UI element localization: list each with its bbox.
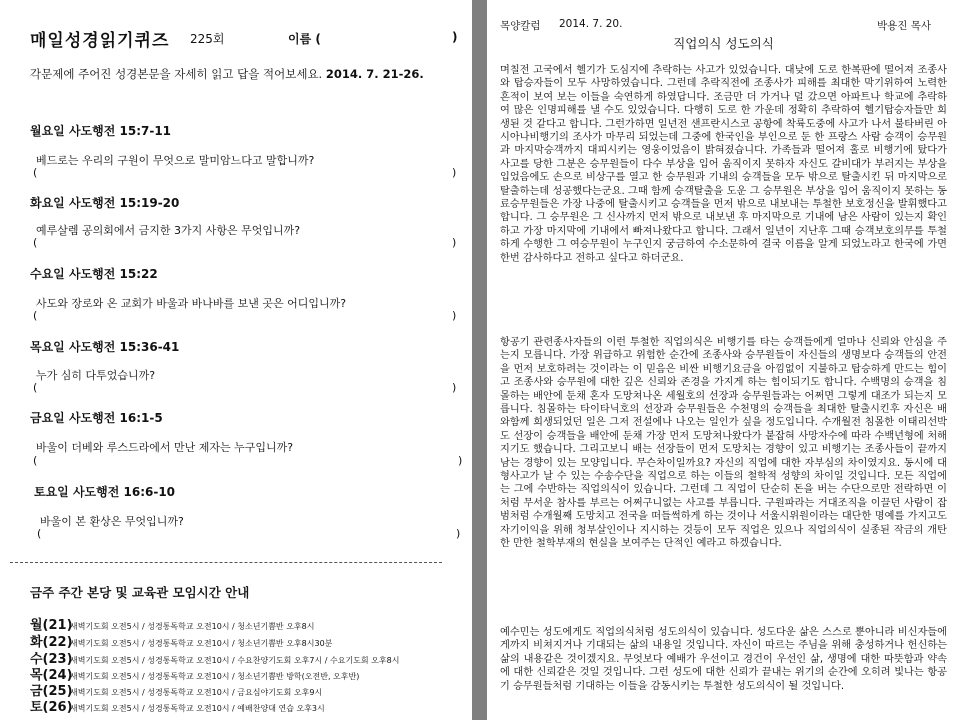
answer-open-fri: ( <box>33 454 38 467</box>
instruction-dates: 2014. 7. 21-26. <box>325 67 424 81</box>
section-divider <box>10 562 442 563</box>
question-mon: 베드로는 우리의 구원이 무엇으로 말미암느다고 말합니까? <box>36 154 315 167</box>
name-label: 이름 ( <box>288 32 321 46</box>
day-heading-tue: 화요일 사도행전 15:19-20 <box>30 196 180 210</box>
quiz-issue-number: 225회 <box>190 32 225 46</box>
schedule-title: 금주 주간 본당 및 교육관 모임시간 안내 <box>30 585 250 600</box>
schedule-text: 새벽기도회 오전5시 / 성경통독학교 오전10시 / 금요심야기도회 오후9시 <box>70 688 323 697</box>
schedule-text: 새벽기도회 오전5시 / 성경통독학교 오전10시 / 청소년기쁨반 오후8시30분 <box>70 639 333 648</box>
answer-open-mon: ( <box>33 166 38 179</box>
question-fri: 바울이 더베와 루스드라에서 만난 제자는 누구입니까? <box>36 441 294 454</box>
schedule-day: 토(26) <box>30 700 73 715</box>
schedule-day: 수(23) <box>30 652 73 667</box>
answer-close-wed: ) <box>452 309 457 322</box>
question-thu: 누가 심히 다투었습니까? <box>36 369 156 382</box>
schedule-day: 화(22) <box>30 635 73 650</box>
answer-open-sat: ( <box>37 527 42 540</box>
column-label: 목양칼럼 <box>500 20 541 32</box>
schedule-row <box>30 696 325 715</box>
answer-close-mon: ) <box>452 166 457 179</box>
answer-close-sat: ) <box>456 527 461 540</box>
schedule-text: 새벽기도회 오전5시 / 성경통독학교 오전10시 / 청소년기쁨반 방학(오전반, 오후반) <box>70 672 360 681</box>
instruction-text: 각문제에 주어진 성경본문을 자세히 읽고 답을 적어보세요. <box>30 67 323 81</box>
column-date: 2014. 7. 20. <box>559 18 623 30</box>
name-close-paren: ) <box>452 30 458 44</box>
quiz-page <box>0 0 472 720</box>
question-sat: 바울이 본 환상은 무엇입니까? <box>40 515 184 528</box>
question-tue: 예루살렘 공의회에서 금지한 3가지 사항은 무엇입니까? <box>36 224 301 237</box>
schedule-day: 목(24) <box>30 668 73 683</box>
quiz-instruction <box>30 66 424 82</box>
schedule-day: 금(25) <box>30 684 73 699</box>
column-paragraph: 예수민는 성도에게도 직업의식처럼 성도의식이 있습니다. 성도다운 삶은 스스로 뿐아니라 비신자들에게까지 비쳐지거나 기대되는 삶의 내용일 것입니다. 자신이 따르는 주님을 위해 충성하거나 헌신하는 삶의 내용같은 것이겠지요. 무엇보다 예배가 우선이고 경건이 우선인 삶, 생명에 대한 따뜻함과 약속에 대한 신뢰같은 것일 것입니다. 그런 성도에 대한 신뢰가 끝내는 위기의 순간에 오히려 빛나는 항공기 승무원들처럼 기대하는 이들을 감동시키는 투철한 성도의식이 될 것입니다. <box>500 627 947 692</box>
answer-open-wed: ( <box>33 309 38 322</box>
quiz-title: 매일성경읽기퀴즈 <box>30 31 170 51</box>
answer-close-thu: ) <box>452 381 457 394</box>
schedule-text: 새벽기도회 오전5시 / 성경통독학교 오전10시 / 수요찬양기도회 오후7시 / 수요기도회 오후8시 <box>70 656 400 665</box>
schedule-day: 월(21) <box>30 618 73 633</box>
day-heading-mon: 월요일 사도행전 15:7-11 <box>30 124 172 138</box>
answer-close-tue: ) <box>452 236 457 249</box>
answer-close-fri: ) <box>458 454 463 467</box>
answer-open-thu: ( <box>33 381 38 394</box>
column-page <box>487 0 960 720</box>
column-paragraph: 항공기 관련종사자들의 이런 투철한 직업의식은 비행기를 타는 승객들에게 얼마나 신뢰와 안심을 주는지 모릅니다. 가장 위급하고 위험한 순간에 조종사와 승무원들이 자신들의 생명보다 승객들의 안전을 먼저 보호하려는 것이라는 이 믿음은 비싼 비행기요금을 아낌없이 지불하고 탑승하게 만드는 힘이고 조종사와 승무원에 대한 깊은 신뢰와 존경을 가지게 하는 힘이되기도 합니다. 수백명의 승객을 침몰하는 배안에 둔채 혼자 도망쳐나온 세월호의 선장과 승무원들과는 어쩌면 그렇게 대조가 되는지 모릅니다. 침몰하는 타이타닉호의 선장과 승무원들은 수천명의 승객들을 최대한 탈출시킨후 자신은 배와함께 희생되었던 일은 그저 전설에나 나오는 일인가 싶을 정도입니다. 수개월전 침몰한 이태리선박도 선장이 승객들을 배안에 둔채 가장 먼저 도망쳐나왔다가 붙잡혀 사망자수에 따라 수백년형에 처해지기도 했습니다. 그리고보니 배는 선장들이 먼저 도망치는 경향이 있고 비행기는 조종사들이 끝까지 남는 경향이 있는 모양입니다. 무슨차이일까요? 자신의 직업에 대한 자부심의 차이였지요. 동시에 대형사고가 날 수 있는 수송수단을 직업으로 하는 이들의 철학적 성향의 차이일 것입니다. 모든 직업에는 그에 수반하는 직업의식이 있습니다. 그런데 그 직업이 단순히 돈을 버는 수단으로만 전락하면 이처럼 무서운 참사를 부르는 어쩌구니없는 사고를 부릅니다. 구원파라는 거대조직을 이끌던 사람이 잡범처럼 수개월째 도망치고 전국을 떠들썩하게 하는 것이나 서울시위원이라는 대단한 명예를 가지고도 자기이익을 위해 청부살인이나 지시하는 것등이 모두 직업은 있으나 직업의식이 실종된 작금의 개탄한 만한 철학부재의 현실을 보여주는 단적인 예라고 하겠습니다. <box>500 337 947 550</box>
column-title: 직업의식 성도의식 <box>673 36 774 51</box>
day-heading-sat: 토요일 사도행전 16:6-10 <box>34 485 176 499</box>
column-author: 박용진 목사 <box>877 20 932 32</box>
day-heading-wed: 수요일 사도행전 15:22 <box>30 267 158 281</box>
answer-open-tue: ( <box>33 236 38 249</box>
day-heading-thu: 목요일 사도행전 15:36-41 <box>30 340 180 354</box>
schedule-text: 새벽기도회 오전5시 / 성경통독학교 오전10시 / 청소년기쁨반 오후8시 <box>70 622 315 631</box>
column-paragraph: 며칠전 고국에서 헬기가 도심지에 추락하는 사고가 있었습니다. 대낮에 도로 한복판에 떨어져 조종사와 탑승자들이 모두 사망하였습니다. 그런데 추락직전에 조종사가 피해를 최대한 막기위하여 노력한 흔적이 보여 보는 이들을 숙연하게 하였답니다. 조금만 더 가거나 덜 갔으면 아파트나 학교에 추락하여 많은 인명피해를 낼 수도 있었습니다. 다행히 도로 한 가운데 정확히 추락하여 헬기탑승자들만 희생된 것 같다고 합니다. 그런가하면 일년전 샌프란시스코 공항에 착륙도중에 사고가 나서 불타버린 아시아나비행기의 조사가 마무리 되었는데 그중에 한국인을 부인으로 둔 한 프랑스 사람 승객이 승무원과 마지막승객까지 대피시키는 영웅이었음이 밝혀졌습니다. 가족들과 떨어져 홀로 비행기에 탔다가 사고를 당한 그분은 승무원들이 다수 부상을 입어 움직이지 못하자 자신도 갈비대가 부러지는 부상을 입었음에도 손으로 비상구를 열고 한 승무원과 기내의 승객들을 모두 밖으로 탈출시킨 뒤 마지막으로 탈출하는데 성공했다는군요. 그때 함께 승객탈출을 도운 그 승무원은 부상을 입어 움직이지 못하는 동료승무원들은 가장 나중에 탈출시키고 승객들을 먼저 밖으로 내보내는 투철한 보호정신을 발휘했다고 합니다. 그 승무원은 그 신사까지 먼저 밖으로 내보낸 후 마지막으로 기내에 남은 사람이 있는지 확인하고 가장 마지막에 기내에서 빠져나왔다고 합니다. 그래서 일년이 지난후 그때 승객보호의무를 투철하게 수행한 그 여승무원이 누구인지 궁금하여 수소문하여 결국 이름을 알게 되었노라고 한국에 가면 한번 감사하다고 전하고 싶다고 하더군요. <box>500 65 947 264</box>
schedule-text: 새벽기도회 오전5시 / 성경통독학교 오전10시 / 예배찬양대 연습 오후3시 <box>70 704 325 713</box>
question-wed: 사도와 장로와 온 교회가 바울과 바나바를 보낸 곳은 어디입니까? <box>36 297 347 310</box>
day-heading-fri: 금요일 사도행전 16:1-5 <box>30 411 163 425</box>
